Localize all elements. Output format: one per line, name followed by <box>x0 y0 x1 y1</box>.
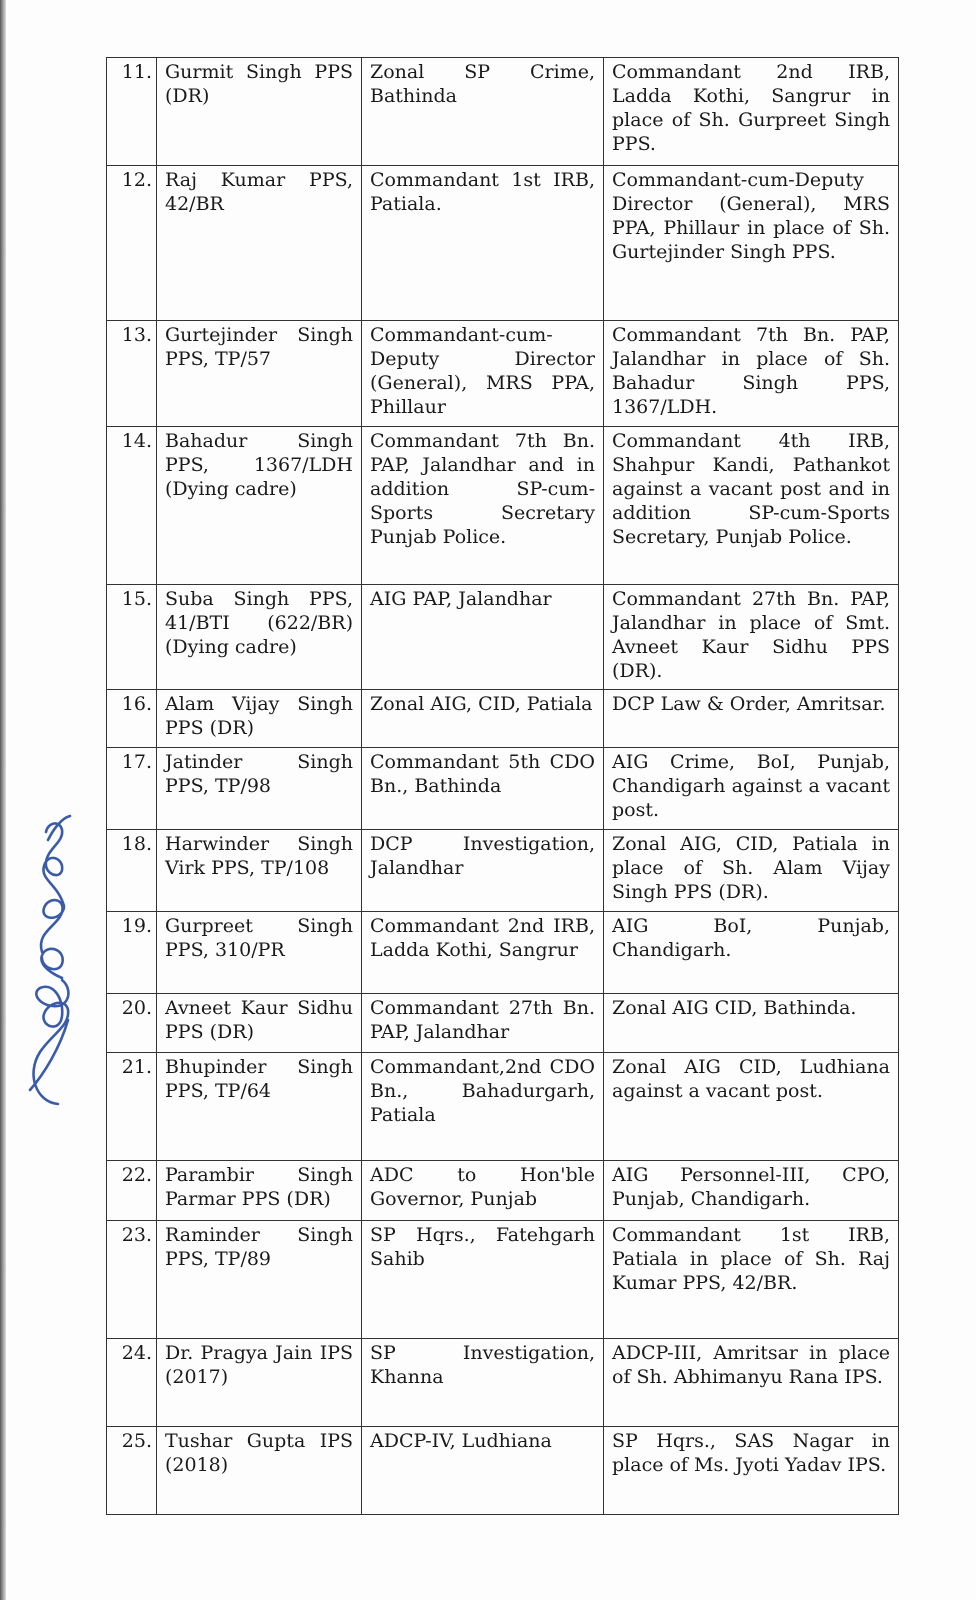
new-posting: AIG Personnel-III, CPO, Punjab, Chandigarh. <box>604 1161 899 1221</box>
officer-name: Bahadur Singh PPS, 1367/LDH (Dying cadre) <box>157 427 362 585</box>
serial-number: 18. <box>107 830 157 912</box>
new-posting: Zonal AIG, CID, Patiala in place of Sh. Alam Vijay Singh PPS (DR). <box>604 830 899 912</box>
table-row <box>107 321 899 427</box>
serial-number: 17. <box>107 748 157 830</box>
new-posting: Commandant 7th Bn. PAP, Jalandhar in place of Sh. Bahadur Singh PPS, 1367/LDH. <box>604 321 899 427</box>
serial-number: 24. <box>107 1339 157 1427</box>
present-posting: Commandant,2nd CDO Bn., Bahadurgarh, Patiala <box>362 1053 604 1161</box>
new-posting: Commandant-cum-Deputy Director (General), MRS PPA, Phillaur in place of Sh. Gurtejinder Singh PPS. <box>604 166 899 321</box>
officer-name: Parambir Singh Parmar PPS (DR) <box>157 1161 362 1221</box>
table-row <box>107 585 899 690</box>
serial-number: 20. <box>107 994 157 1053</box>
new-posting: Commandant 4th IRB, Shahpur Kandi, Pathankot against a vacant post and in addition SP-cum-Sports Secretary, Punjab Police. <box>604 427 899 585</box>
officer-name: Avneet Kaur Sidhu PPS (DR) <box>157 994 362 1053</box>
present-posting: Zonal AIG, CID, Patiala <box>362 690 604 748</box>
new-posting: Commandant 2nd IRB, Ladda Kothi, Sangrur in place of Sh. Gurpreet Singh PPS. <box>604 58 899 166</box>
new-posting: SP Hqrs., SAS Nagar in place of Ms. Jyoti Yadav IPS. <box>604 1427 899 1515</box>
new-posting: Zonal AIG CID, Ludhiana against a vacant post. <box>604 1053 899 1161</box>
serial-number: 25. <box>107 1427 157 1515</box>
officer-name: Dr. Pragya Jain IPS (2017) <box>157 1339 362 1427</box>
table-row <box>107 912 899 994</box>
present-posting: Commandant 27th Bn. PAP, Jalandhar <box>362 994 604 1053</box>
present-posting: Commandant 2nd IRB, Ladda Kothi, Sangrur <box>362 912 604 994</box>
present-posting: Commandant 1st IRB, Patiala. <box>362 166 604 321</box>
table-row <box>107 1339 899 1427</box>
table-row <box>107 830 899 912</box>
new-posting: AIG BoI, Punjab, Chandigarh. <box>604 912 899 994</box>
present-posting: ADCP-IV, Ludhiana <box>362 1427 604 1515</box>
present-posting: Zonal SP Crime, Bathinda <box>362 58 604 166</box>
present-posting: Commandant 7th Bn. PAP, Jalandhar and in addition SP-cum-Sports Secretary Punjab Police. <box>362 427 604 585</box>
scan-edge <box>0 0 6 1600</box>
table-row <box>107 427 899 585</box>
officer-name: Gurmit Singh PPS (DR) <box>157 58 362 166</box>
officer-name: Alam Vijay Singh PPS (DR) <box>157 690 362 748</box>
serial-number: 13. <box>107 321 157 427</box>
new-posting: Commandant 1st IRB, Patiala in place of Sh. Raj Kumar PPS, 42/BR. <box>604 1221 899 1339</box>
serial-number: 12. <box>107 166 157 321</box>
serial-number: 22. <box>107 1161 157 1221</box>
table-row <box>107 994 899 1053</box>
present-posting: SP Hqrs., Fatehgarh Sahib <box>362 1221 604 1339</box>
table-row <box>107 58 899 166</box>
officer-name: Gurtejinder Singh PPS, TP/57 <box>157 321 362 427</box>
table-row <box>107 690 899 748</box>
serial-number: 15. <box>107 585 157 690</box>
present-posting: Commandant 5th CDO Bn., Bathinda <box>362 748 604 830</box>
serial-number: 23. <box>107 1221 157 1339</box>
table-row <box>107 748 899 830</box>
new-posting: DCP Law & Order, Amritsar. <box>604 690 899 748</box>
officer-name: Harwinder Singh Virk PPS, TP/108 <box>157 830 362 912</box>
new-posting: Commandant 27th Bn. PAP, Jalandhar in place of Smt. Avneet Kaur Sidhu PPS (DR). <box>604 585 899 690</box>
present-posting: SP Investigation, Khanna <box>362 1339 604 1427</box>
serial-number: 14. <box>107 427 157 585</box>
serial-number: 16. <box>107 690 157 748</box>
table-row <box>107 1053 899 1161</box>
serial-number: 21. <box>107 1053 157 1161</box>
officer-name: Gurpreet Singh PPS, 310/PR <box>157 912 362 994</box>
table-row <box>107 1221 899 1339</box>
officer-name: Bhupinder Singh PPS, TP/64 <box>157 1053 362 1161</box>
table-row <box>107 1427 899 1515</box>
transfer-table <box>106 57 899 1515</box>
present-posting: Commandant-cum-Deputy Director (General), MRS PPA, Phillaur <box>362 321 604 427</box>
officer-name: Jatinder Singh PPS, TP/98 <box>157 748 362 830</box>
new-posting: ADCP-III, Amritsar in place of Sh. Abhimanyu Rana IPS. <box>604 1339 899 1427</box>
present-posting: AIG PAP, Jalandhar <box>362 585 604 690</box>
officer-name: Raj Kumar PPS, 42/BR <box>157 166 362 321</box>
officer-name: Raminder Singh PPS, TP/89 <box>157 1221 362 1339</box>
handwritten-signature-icon <box>18 812 80 1122</box>
present-posting: ADC to Hon'ble Governor, Punjab <box>362 1161 604 1221</box>
new-posting: AIG Crime, BoI, Punjab, Chandigarh against a vacant post. <box>604 748 899 830</box>
officer-name: Suba Singh PPS, 41/BTI (622/BR) (Dying cadre) <box>157 585 362 690</box>
serial-number: 11. <box>107 58 157 166</box>
serial-number: 19. <box>107 912 157 994</box>
officer-name: Tushar Gupta IPS (2018) <box>157 1427 362 1515</box>
new-posting: Zonal AIG CID, Bathinda. <box>604 994 899 1053</box>
table-row <box>107 166 899 321</box>
present-posting: DCP Investigation, Jalandhar <box>362 830 604 912</box>
table-row <box>107 1161 899 1221</box>
